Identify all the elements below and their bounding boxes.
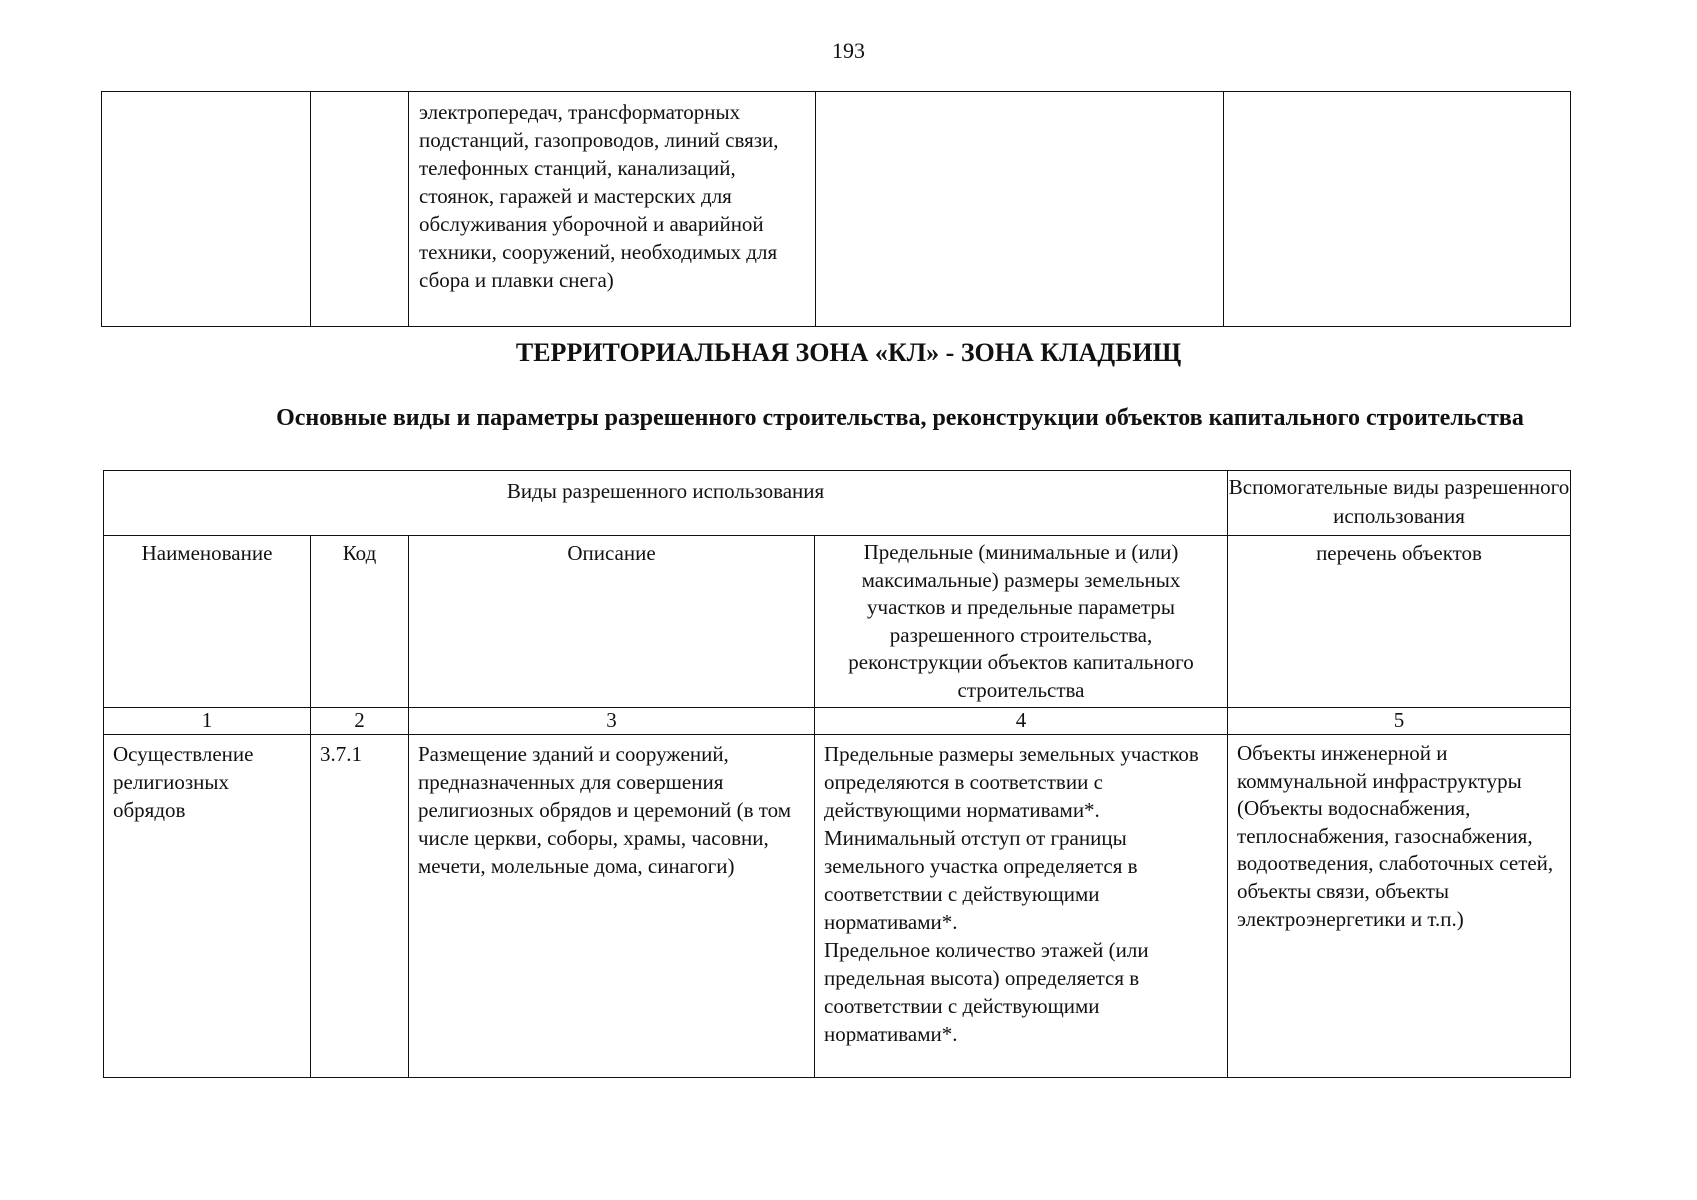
cont-description-cell: электропередач, трансформаторных подстанций, газопроводов, линий связи, телефонных станций, канализаций, стоянок, гаражей и мастерских для обслуживания уборочной и аварийной техники, сооружений, необходимых для сбора и плавки снега)	[409, 92, 816, 327]
header-col-aux: перечень объектов	[1228, 536, 1571, 708]
limit-paragraph: Предельные размеры земельных участков определяются в соответствии с действующими нормативами*.	[824, 742, 1199, 822]
use-code-cell: 3.7.1	[311, 735, 409, 1078]
header-col-limits: Предельные (минимальные и (или) максимальные) размеры земельных участков и предельные параметры разрешенного строительства, реконструкции объектов капитального строительства	[815, 536, 1228, 708]
column-number: 1	[104, 708, 311, 735]
header-group-row	[104, 471, 1571, 536]
use-name-cell: Осуществление религиозных обрядов	[104, 735, 311, 1078]
page-number: 193	[832, 38, 865, 63]
zone-title: ТЕРРИТОРИАЛЬНАЯ ЗОНА «КЛ» - ЗОНА КЛАДБИЩ	[515, 338, 1182, 367]
header-aux-group: Вспомогательные виды разрешенного использования	[1228, 471, 1571, 536]
column-numbers-row	[104, 708, 1571, 735]
table-row	[104, 735, 1571, 1078]
column-number: 5	[1228, 708, 1571, 735]
aux-objects-cell: Объекты инженерной и коммунальной инфраструктуры (Объекты водоснабжения, теплоснабжения, газоснабжения, водоотведения, слаботочных сетей, объекты связи, объекты электроэнергетики и т.п.)	[1228, 735, 1571, 1078]
header-col-code: Код	[311, 536, 409, 708]
header-col-name: Наименование	[104, 536, 311, 708]
cont-name-cell	[102, 92, 311, 327]
use-description-cell: Размещение зданий и сооружений, предназначенных для совершения религиозных обрядов и церемоний (в том числе церкви, соборы, храмы, часовни, мечети, молельные дома, синагоги)	[409, 735, 815, 1078]
use-limits-cell	[815, 735, 1228, 1078]
continuation-row	[102, 92, 1571, 327]
column-number: 4	[815, 708, 1228, 735]
zone-table	[103, 470, 1571, 1078]
cont-limits-cell	[816, 92, 1224, 327]
cont-aux-cell	[1224, 92, 1571, 327]
header-columns-row	[104, 536, 1571, 708]
cont-code-cell	[311, 92, 409, 327]
section-title: Основные виды и параметры разрешенного строительства, реконструкции объектов капитального строительства	[276, 405, 1524, 431]
limit-paragraph: Предельное количество этажей (или предельная высота) определяется в соответствии с действующими нормативами*.	[824, 938, 1149, 1046]
header-col-desc: Описание	[409, 536, 815, 708]
continuation-table	[101, 91, 1571, 327]
column-number: 2	[311, 708, 409, 735]
header-main-group: Виды разрешенного использования	[104, 471, 1228, 536]
limit-paragraph: Минимальный отступ от границы земельного участка определяется в соответствии с действующими нормативами*.	[824, 826, 1138, 934]
column-number: 3	[409, 708, 815, 735]
